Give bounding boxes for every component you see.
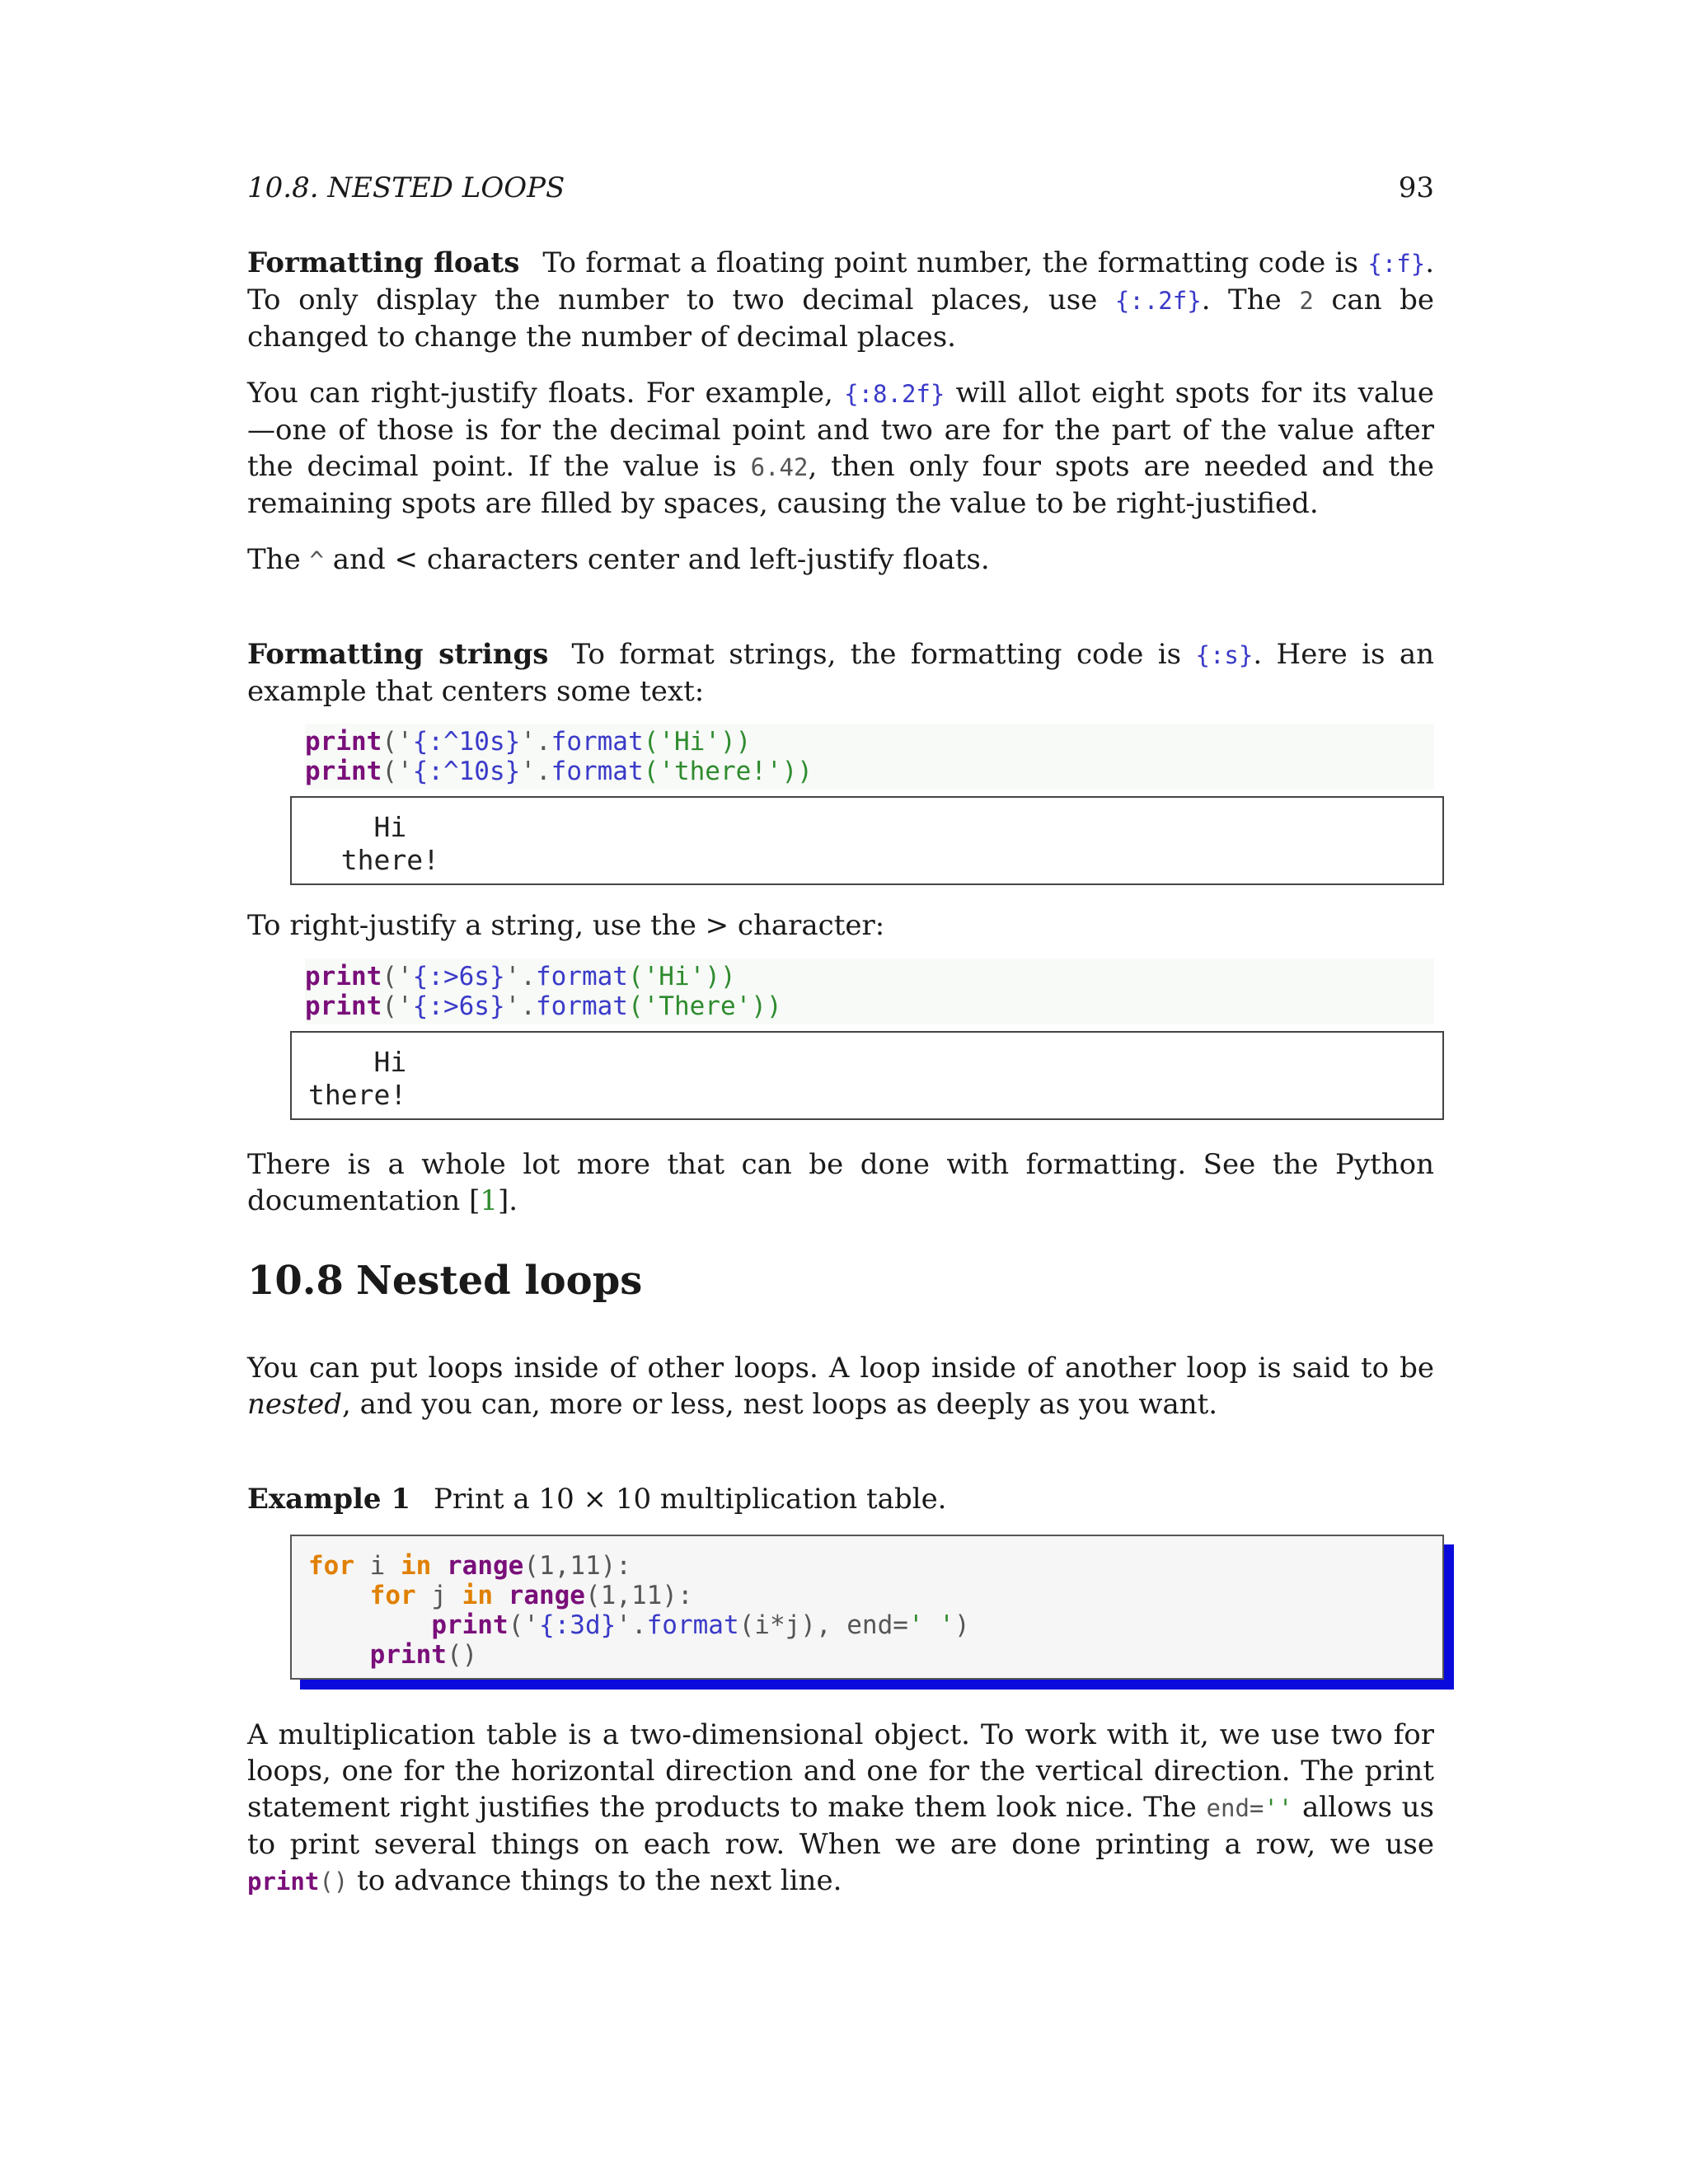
output-line: Hi [308, 1046, 407, 1078]
code-line: for i in range(1,11): [308, 1551, 631, 1581]
code-line: print('{:^10s}'.format('there!')) [305, 757, 813, 786]
output-box-center [290, 796, 1444, 885]
running-head [247, 171, 1434, 208]
inline-code: ^ [309, 546, 324, 574]
code-line: print('{:>6s}'.format('Hi')) [305, 962, 736, 991]
citation-link[interactable]: 1 [480, 1184, 498, 1217]
strings-heading: Formatting strings [247, 638, 549, 671]
strings-paragraph-1: Formatting strings To format strings, the formatting code is {:s}. Here is an example that centers some text: [247, 638, 1434, 708]
output-line: there! [308, 844, 439, 876]
code-line: print('{:>6s}'.format('There')) [305, 991, 782, 1021]
running-head-title: 10.8. NESTED LOOPS [247, 171, 565, 204]
section-title: Nested loops [356, 1258, 643, 1304]
inline-code: () [319, 1868, 349, 1896]
code-line: for j in range(1,11): [369, 1581, 693, 1610]
code-line: print('{:^10s}'.format('Hi')) [305, 727, 752, 757]
example-caption: Example 1 Print a 10 × 10 multiplication table. [247, 1483, 947, 1516]
floats-paragraph-1: Formatting floats To format a floating point number, the formatting code is {:f}. To only display the number to two decimal places, use {:.2f}. The 2 can be changed to change the number of decimal places. [247, 246, 1434, 354]
output-line: Hi [308, 811, 407, 843]
code-line: print('{:3d}'.format(i*j), end=' ') [431, 1610, 970, 1640]
floats-paragraph-3: The ^ and < characters center and left-justify floats. [247, 543, 990, 576]
inline-code: {:f} [1367, 250, 1426, 278]
strings-paragraph-3: There is a whole lot more that can be done with formatting. See the Python documentation [1]. [247, 1148, 1434, 1217]
example-code-box [290, 1535, 1444, 1680]
section-heading [247, 1258, 642, 1304]
output-box-right [290, 1031, 1444, 1120]
code-listing-right [305, 958, 1434, 1024]
inline-code: print [247, 1868, 320, 1896]
example-label: Example 1 [247, 1483, 411, 1516]
inline-code: {:8.2f} [844, 380, 945, 408]
inline-code: 6.42 [750, 453, 809, 481]
output-line: there! [308, 1079, 407, 1111]
strings-paragraph-2: To right-justify a string, use the > character: [247, 909, 885, 942]
section-number: 10.8 [247, 1258, 344, 1304]
floats-heading: Formatting floats [247, 246, 520, 279]
code-line: print() [369, 1640, 478, 1670]
floats-paragraph-2: You can right-justify floats. For example, {:8.2f} will allot eight spots for its value—one of those is for the decimal point and two are for the part of the value after the decimal point. If the value is 6.42, then only four spots are needed and the remaining spots are filled by spaces, causing the value to be right-justified. [247, 377, 1435, 520]
inline-code: end= [1206, 1794, 1264, 1822]
inline-code: '' [1264, 1794, 1293, 1822]
code-listing-center [305, 724, 1434, 790]
section-intro: You can put loops inside of other loops. A loop inside of another loop is said to be nested, and you can, more or less, nest loops as deeply as you want. [247, 1352, 1434, 1421]
inline-code: {:.2f} [1114, 287, 1202, 315]
inline-code: {:s} [1195, 641, 1254, 669]
page-number: 93 [1398, 171, 1434, 204]
example-explanation: A multiplication table is a two-dimensional object. To work with it, we use two for loops, one for the horizontal direction and one for the vertical direction. The print statement right justifies the products to make them look nice. The end='' allows us to print several things on each row. When we are done printing a row, we use print() to advance things to the next line. [247, 1718, 1434, 1897]
inline-code: 2 [1299, 287, 1314, 315]
